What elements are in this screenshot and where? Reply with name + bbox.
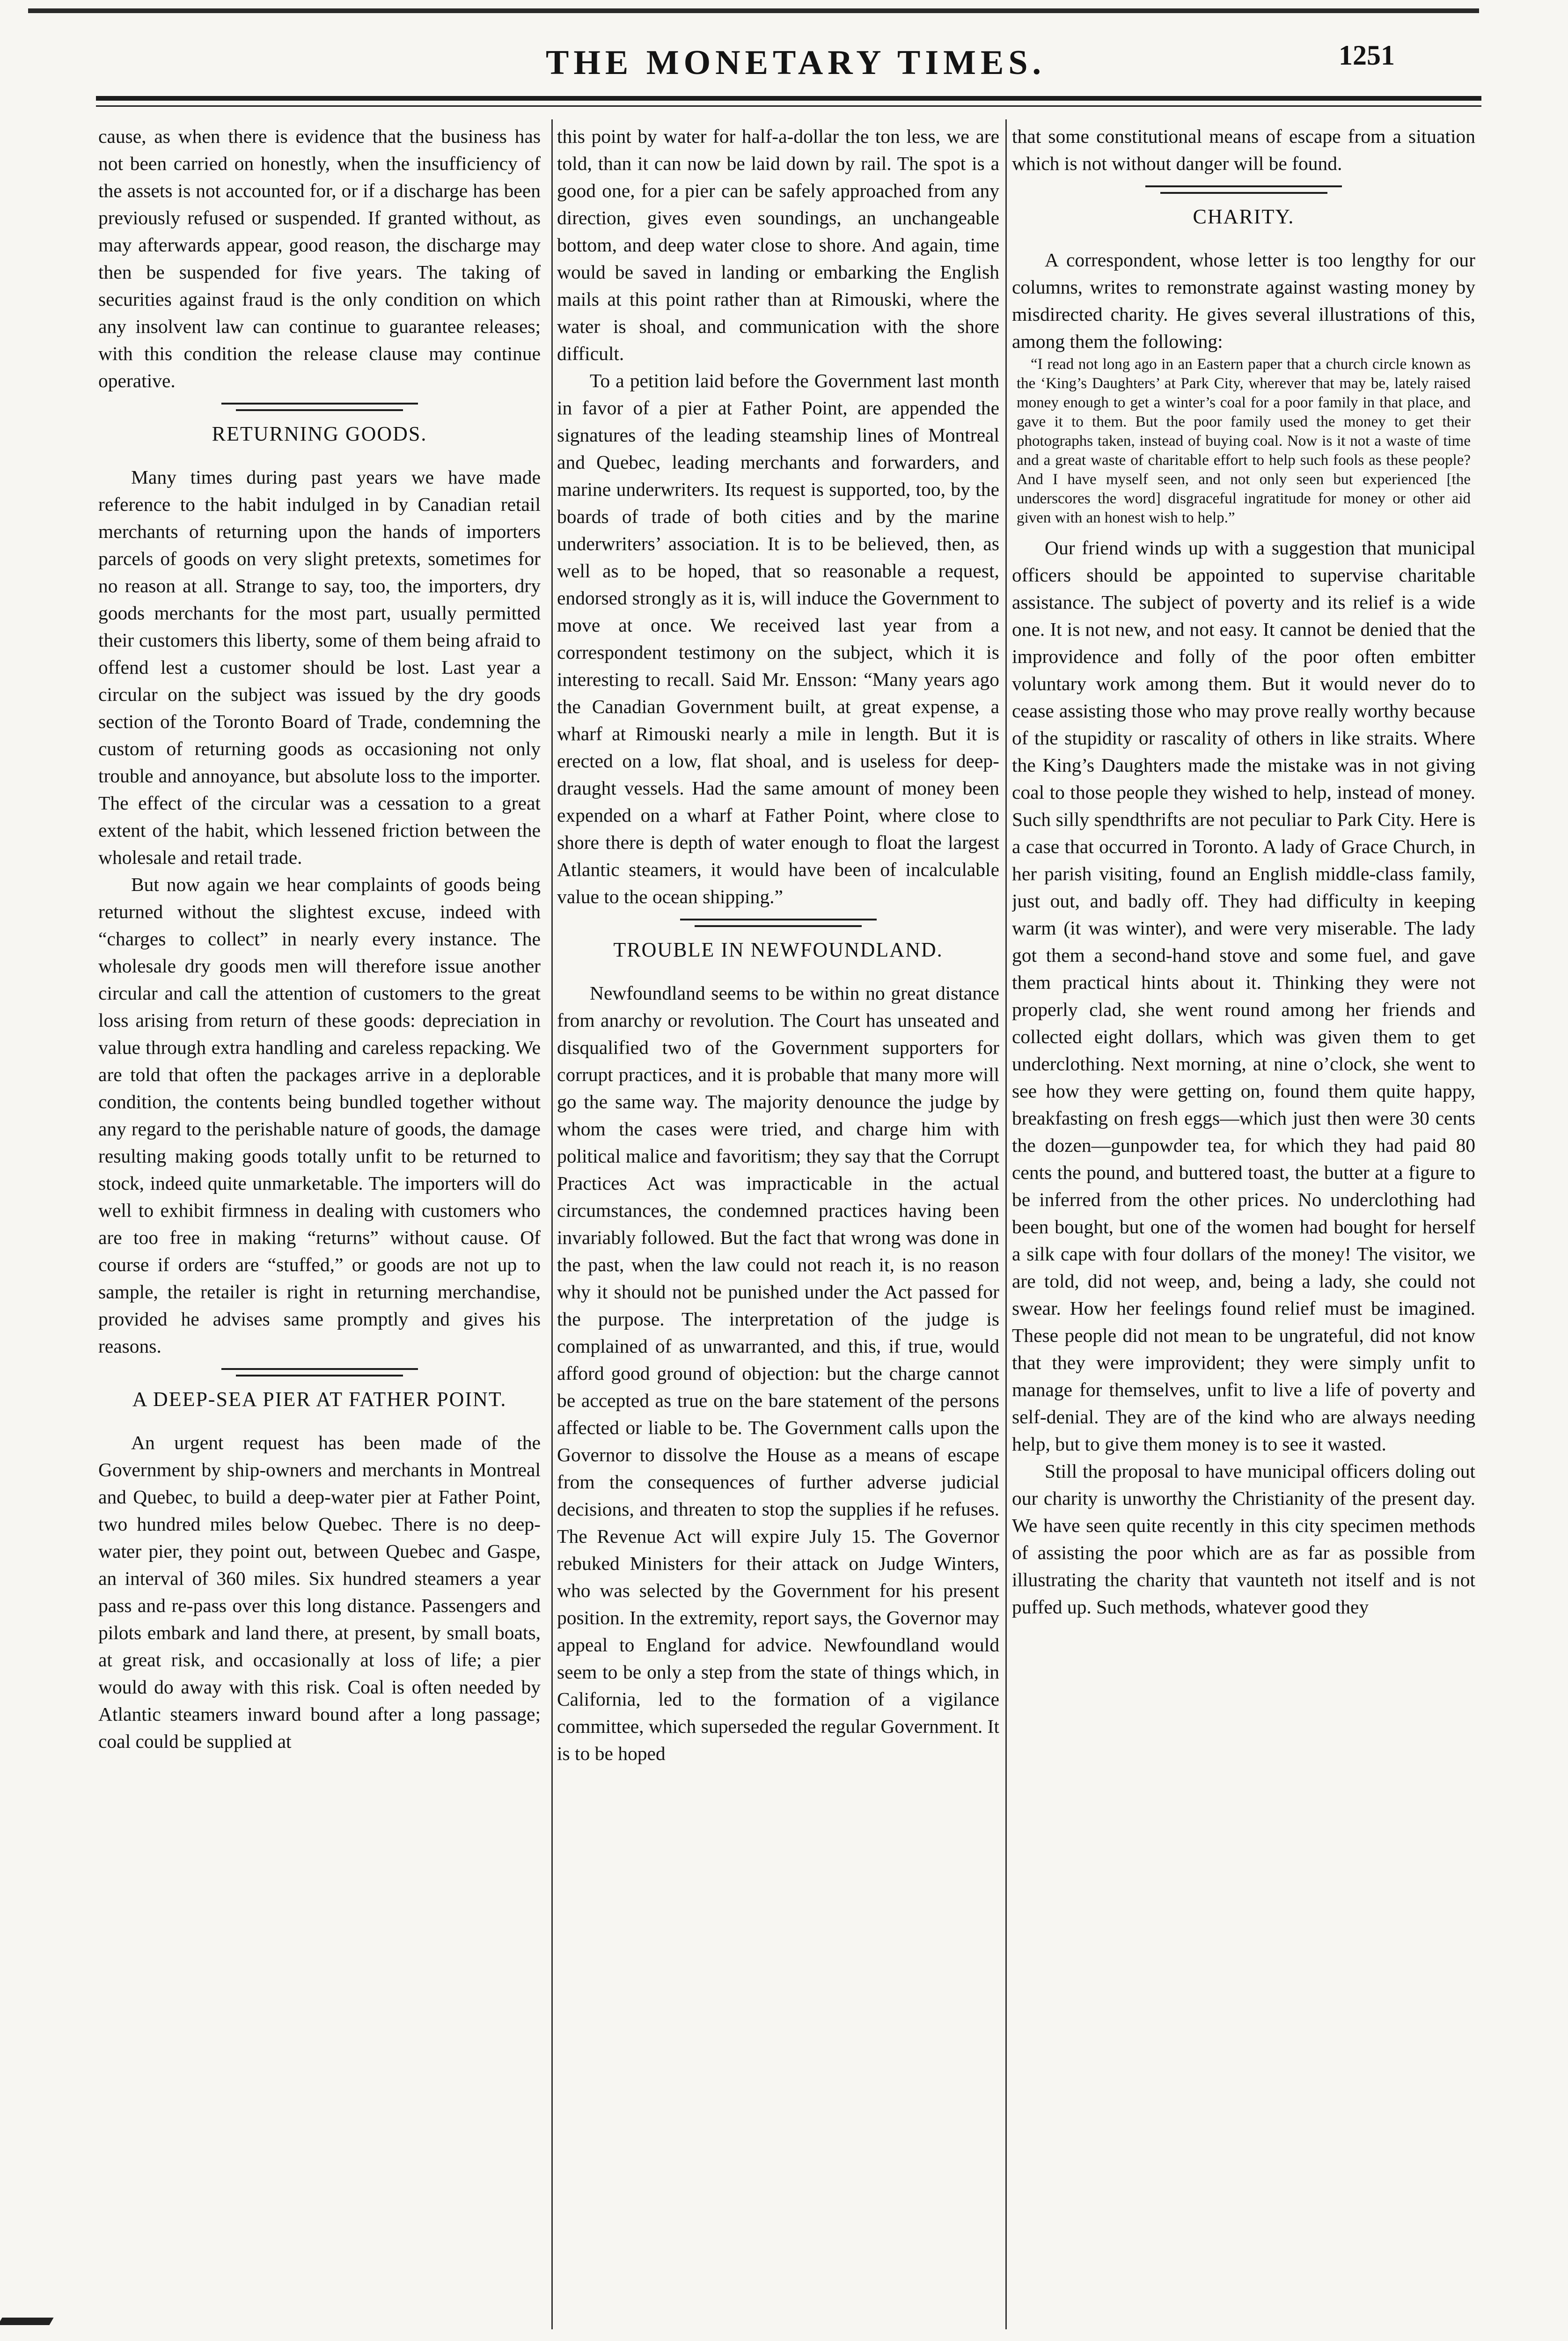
section-heading: A DEEP-SEA PIER AT FATHER POINT. (132, 1388, 507, 1411)
paragraph: Our friend winds up with a suggestion that municipal officers should be appointed to supervise charitable assistance. The subject of poverty and its relief is a wide one. It is not new, and not easy. It cannot be denied that the improvidence and folly of the poor often embitter voluntary work among them. But it would never do to cease assisting those who may prove really worthy because of the stupidity or rascality of others in like straits. Where the King’s Daughters made the mistake was in not giving coal to those people they wished to help, instead of money. Such silly spendthrifts are not peculiar to Park City. Here is a case that occurred in Toronto. A lady of Grace Church, in her parish visiting, found an English middle-class family, just out, and badly off. They had difficulty in keeping warm (it was winter), and were very miserable. The lady got them a second-hand stove and some fuel, and gave them practical hints about it. Thinking they were not properly clad, she went round among her friends and collected eight dollars, which was given them to get underclothing. Next morning, at nine o’clock, she went to see how they were getting on, found them quite happy, breakfasting on fresh eggs—which just then were 30 cents the dozen—gunpowder tea, for which they had paid 80 cents the pound, and buttered toast, the butter at a figure to be inferred from the other prices. No underclothing had been bought, but one of the women had bought for herself a silk cape with four dollars of the money! The visitor, we are told, did not weep, and, being a lady, she could not swear. How her feelings found relief must be imagined. These people did not mean to be ungrateful, did not know that they were improvident; they were simply unfit to manage for themselves, unfit to live a life of poverty and self-denial. They are of the kind who are always needing help, but to give them money is to see it wasted. (1012, 537, 1475, 1455)
paragraph: Many times during past years we have made reference to the habit indulged in by Canadian retail merchants of returning upon the hands of importers parcels of goods on very slight pretexts, sometimes for no reason at all. Strange to say, too, the importers, dry goods merchants for the most part, usually permitted their customers this liberty, some of them being afraid to offend lest a customer should be lost. Last year a circular on the subject was issued by the dry goods section of the Toronto Board of Trade, condemning the custom of returning goods as occasioning not only trouble and annoyance, but absolute loss to the importer. The effect of the circular was a cessation to a great extent of the habit, which lessened friction between the wholesale and retail trade. (98, 466, 541, 868)
paragraph: But now again we hear complaints of goods being returned without the slightest excuse, indeed with “charges to collect” in nearly every instance. The wholesale dry goods men will therefore issue another circular and call the attention of customers to the great loss arising from return of these goods: depreciation in value through extra handling and careless repacking. We are told that often the packages arrive in a deplorable condition, the contents being bundled together without any regard to the perishable nature of goods, the damage resulting making goods totally unfit to be returned to stock, indeed quite unmarketable. The importers will do well to exhibit firmness in dealing with customers who are too free in making “returns” without cause. Of course if orders are “stuffed,” or goods are not up to sample, the retailer is right in returning merchandise, provided he advises same promptly and gives his reasons. (98, 874, 541, 1357)
paragraph: cause, as when there is evidence that the business has not been carried on honestly, when the insufficiency of the assets is not accounted for, or if a discharge has been previously refused or suspended. If granted without, as may afterwards appear, good reason, the discharge may then be suspended for five years. The taking of securities against fraud is the only condition on which any insolvent law can continue to guarantee releases; with this condition the release clause may continue operative. (98, 125, 541, 391)
page-title: THE MONETARY TIMES. (546, 44, 1046, 82)
column-2 (557, 123, 999, 2323)
section-heading: TROUBLE IN NEWFOUNDLAND. (613, 938, 943, 961)
column-1 (98, 123, 541, 2323)
paragraph: Newfoundland seems to be within no great distance from anarchy or revolution. The Court has unseated and disqualified two of the Government supporters for corrupt practices, and it is probable that many more will go the same way. The majority denounce the judge by whom the cases were tried, and charge him with political malice and favoritism; they say that the Corrupt Practices Act was impracticable in the actual circumstances, the condemned practices having been invariably followed. But the fact that wrong was done in the past, when the law could not reach it, is no reason why it should not be punished under the Act passed for the purpose. The interpretation of the judge is complained of as unwarranted, and this, if true, would afford good ground of objection: but the charge cannot be accepted as true on the bare statement of the persons affected or liable to be. The Government calls upon the Governor to dissolve the House as a means of escape from the consequences of further adverse judicial decisions, and threaten to stop the supplies if he refuses. The Revenue Act will expire July 15. The Governor rebuked Ministers for their attack on Judge Winters, who was selected by the Government for his present position. In the extremity, report says, the Governor may appeal to England for advice. Newfoundland would seem to be only a step from the state of things which, in California, led to the formation of a vigilance committee, which superseded the regular Government. It is to be hoped (557, 982, 999, 1764)
paragraph: Still the proposal to have municipal officers doling out our charity is unworthy the Christianity of the present day. We have seen quite recently in this city specimen methods of assisting the poor which are as far as possible from illustrating the charity that vaunteth not itself and is not puffed up. Such methods, whatever good they (1012, 1460, 1475, 1618)
paragraph: A correspondent, whose letter is too lengthy for our columns, writes to remonstrate against wasting money by misdirected charity. He gives several illustrations of this, among them the following: (1012, 249, 1475, 352)
section-separator (221, 403, 418, 411)
header-rule-thin (96, 105, 1481, 107)
top-border (28, 8, 1479, 13)
section-separator (221, 1368, 418, 1377)
section-heading: RETURNING GOODS. (212, 422, 427, 445)
column-divider (551, 119, 553, 2329)
paragraph: this point by water for half-a-dollar the ton less, we are told, than it can now be laid down by rail. The spot is a good one, for a pier can be safely approached from any direction, gives even soundings, an unchangeable bottom, and deep water close to shore. And again, time would be saved in landing or embarking the English mails at this point rather than at Rimouski, where the water is shoal, and communication with the shore difficult. (557, 125, 999, 364)
block-quote: “I read not long ago in an Eastern paper that a church circle known as the ‘King’s Daughters’ at Park City, wherever that may be, lately raised money enough to get a winter’s coal for a poor family in that place, and gave it to them. But the poor family used the money to get their photographs taken, instead of buying coal. Now is it not a waste of time and a great waste of charitable effort to help such fools as these people? And I have myself seen, and not only seen but experienced [the underscores the word] disgraceful ingratitude for money or other aid given with an honest wish to help.” (1017, 356, 1471, 526)
paragraph: An urgent request has been made of the Government by ship-owners and merchants in Montreal and Quebec, to build a deep-water pier at Father Point, two hundred miles below Quebec. There is no deep-water pier, they point out, between Quebec and Gaspe, an interval of 360 miles. Six hundred steamers a year pass and re-pass over this long distance. Passengers and pilots embark and land there, at present, by small boats, at great risk, and occasionally at loss of life; a pier would do away with this risk. Coal is often needed by Atlantic steamers inward bound after a long passage; coal could be supplied at (98, 1432, 541, 1752)
page-number: 1251 (1339, 40, 1395, 71)
paragraph: that some constitutional means of escape from a situation which is not without danger will be found. (1012, 125, 1475, 174)
section-separator (1145, 185, 1342, 194)
paragraph: To a petition laid before the Government last month in favor of a pier at Father Point, are appended the signatures of the leading steamship lines of Montreal and Quebec, leading merchants and forwarders, and marine underwriters. Its request is supported, too, by the boards of trade of both cities and by the marine underwriters’ association. It is to be believed, then, as well as to be hoped, that so reasonable a request, endorsed strongly as it is, will induce the Government to move at once. We received last year from a correspondent testimony on the subject, which it is interesting to recall. Said Mr. Ensson: “Many years ago the Canadian Government built, at great expense, a wharf at Rimouski nearly a mile in length. But it is erected on a low, flat shoal, and is useless for deep-draught vessels. Had the same amount of money been expended on a wharf at Father Point, where close to shore there is depth of water enough to float the largest Atlantic steamers, it would have been of incalculable value to the ocean shipping.” (557, 370, 999, 907)
section-separator (680, 919, 877, 927)
header-rule (96, 96, 1481, 101)
column-3 (1012, 123, 1475, 2323)
column-divider (1005, 119, 1007, 2329)
scan-mark (0, 2318, 54, 2325)
section-heading: CHARITY. (1193, 205, 1295, 228)
